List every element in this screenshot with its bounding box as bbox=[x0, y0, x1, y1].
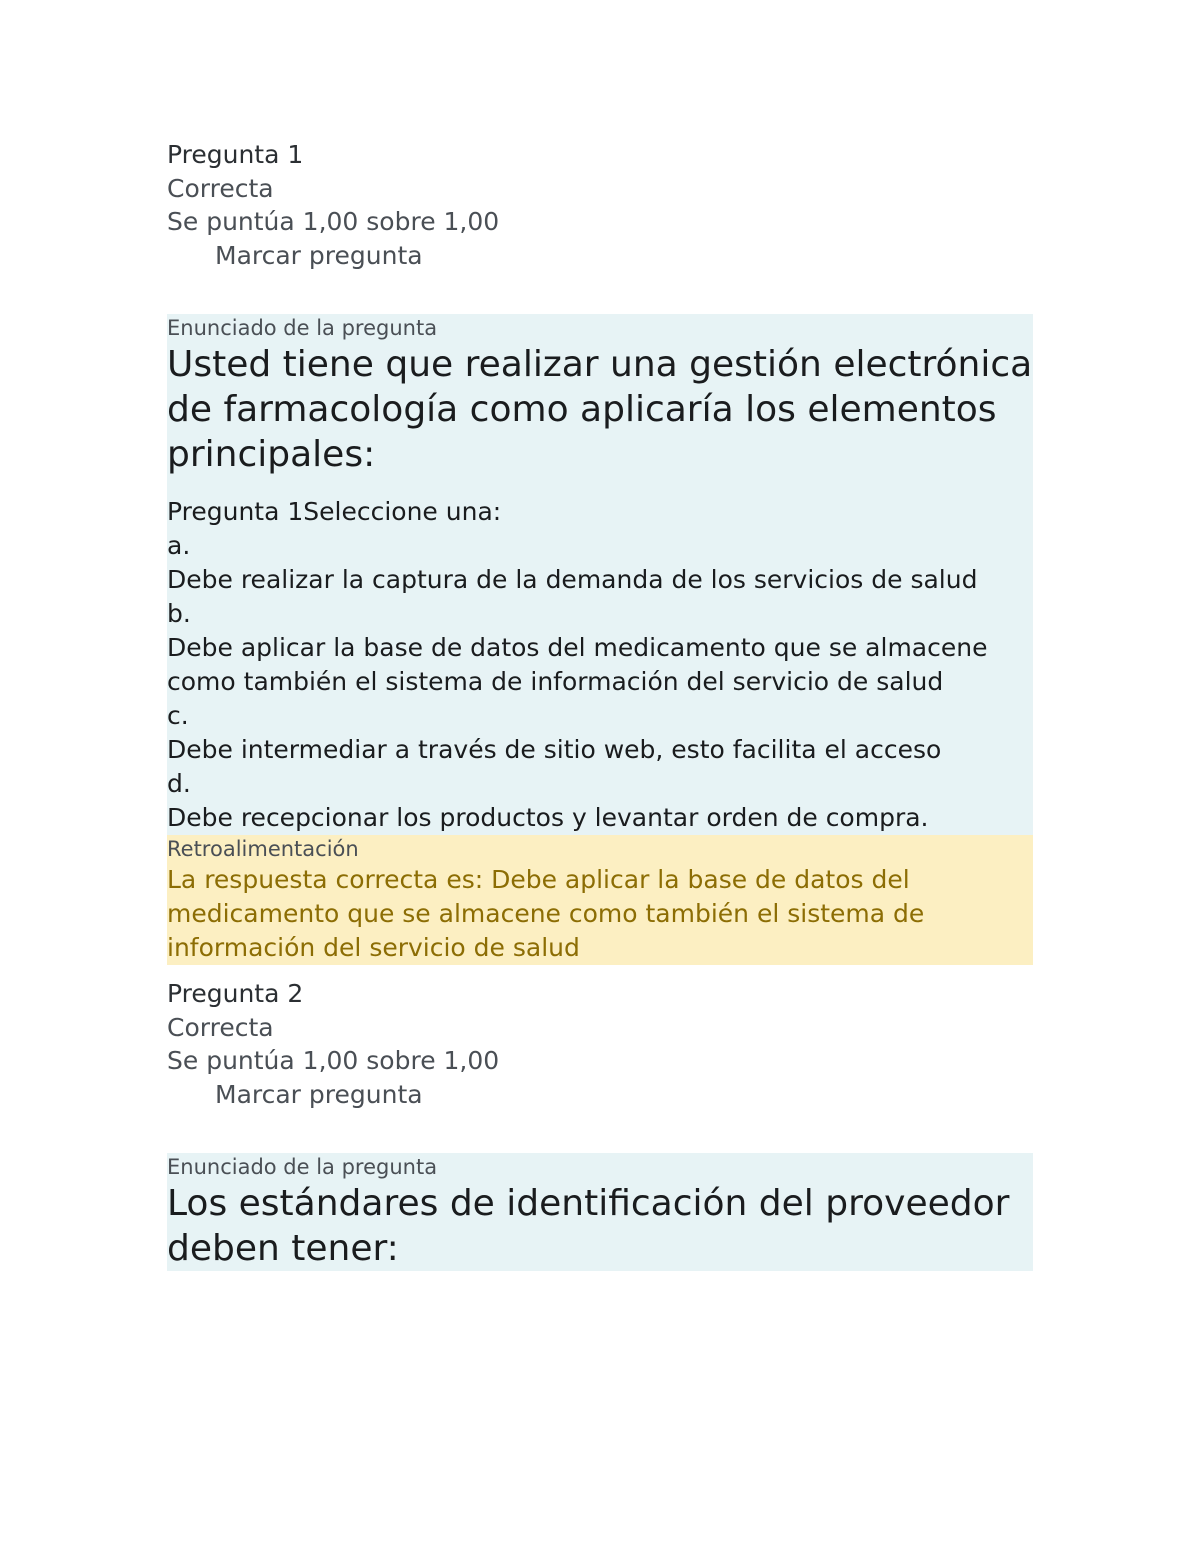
option-text-b[interactable]: Debe aplicar la base de datos del medicamento que se almacene como también el sistema de información del servicio de salud bbox=[167, 633, 988, 696]
question-grade: Se puntúa 1,00 sobre 1,00 bbox=[167, 207, 500, 236]
question-state: Correcta bbox=[167, 1012, 274, 1042]
option-letter-c[interactable]: c. bbox=[167, 701, 189, 730]
flag-question-link[interactable]: Marcar pregunta bbox=[215, 240, 423, 270]
question-2-info bbox=[167, 977, 1033, 1111]
option-letter-b[interactable]: b. bbox=[167, 599, 191, 628]
answer-prompt: Pregunta 1Seleccione una: bbox=[167, 497, 502, 526]
option-letter-d[interactable]: d. bbox=[167, 769, 191, 798]
question-number: Pregunta 2 bbox=[167, 979, 304, 1008]
statement-label: Enunciado de la pregunta bbox=[167, 316, 438, 340]
option-text-a[interactable]: Debe realizar la captura de la demanda de los servicios de salud bbox=[167, 565, 978, 594]
feedback-label: Retroalimentación bbox=[167, 837, 359, 861]
question-state: Correcta bbox=[167, 173, 274, 203]
right-answer: La respuesta correcta es: Debe aplicar la base de datos del medicamento que se almacene como también el sistema de información del servicio de salud bbox=[167, 865, 925, 962]
question-text: Usted tiene que realizar una gestión electrónica de farmacología como aplicaría los elementos principales: bbox=[167, 344, 1033, 475]
answer-block bbox=[167, 495, 1033, 835]
question-text: Los estándares de identificación del proveedor deben tener: bbox=[167, 1183, 1010, 1269]
question-number: Pregunta 1 bbox=[167, 140, 304, 169]
quiz-page bbox=[167, 138, 1033, 1271]
flag-question-link[interactable]: Marcar pregunta bbox=[215, 1079, 423, 1109]
option-text-c[interactable]: Debe intermediar a través de sitio web, esto facilita el acceso bbox=[167, 735, 942, 764]
question-grade: Se puntúa 1,00 sobre 1,00 bbox=[167, 1046, 500, 1075]
question-1-info bbox=[167, 138, 1033, 272]
feedback-box bbox=[167, 835, 1033, 965]
statement-label: Enunciado de la pregunta bbox=[167, 1155, 438, 1179]
option-letter-a[interactable]: a. bbox=[167, 531, 191, 560]
question-2-content bbox=[167, 1153, 1033, 1271]
option-text-d[interactable]: Debe recepcionar los productos y levantar orden de compra. bbox=[167, 803, 929, 832]
question-1-content bbox=[167, 314, 1033, 835]
